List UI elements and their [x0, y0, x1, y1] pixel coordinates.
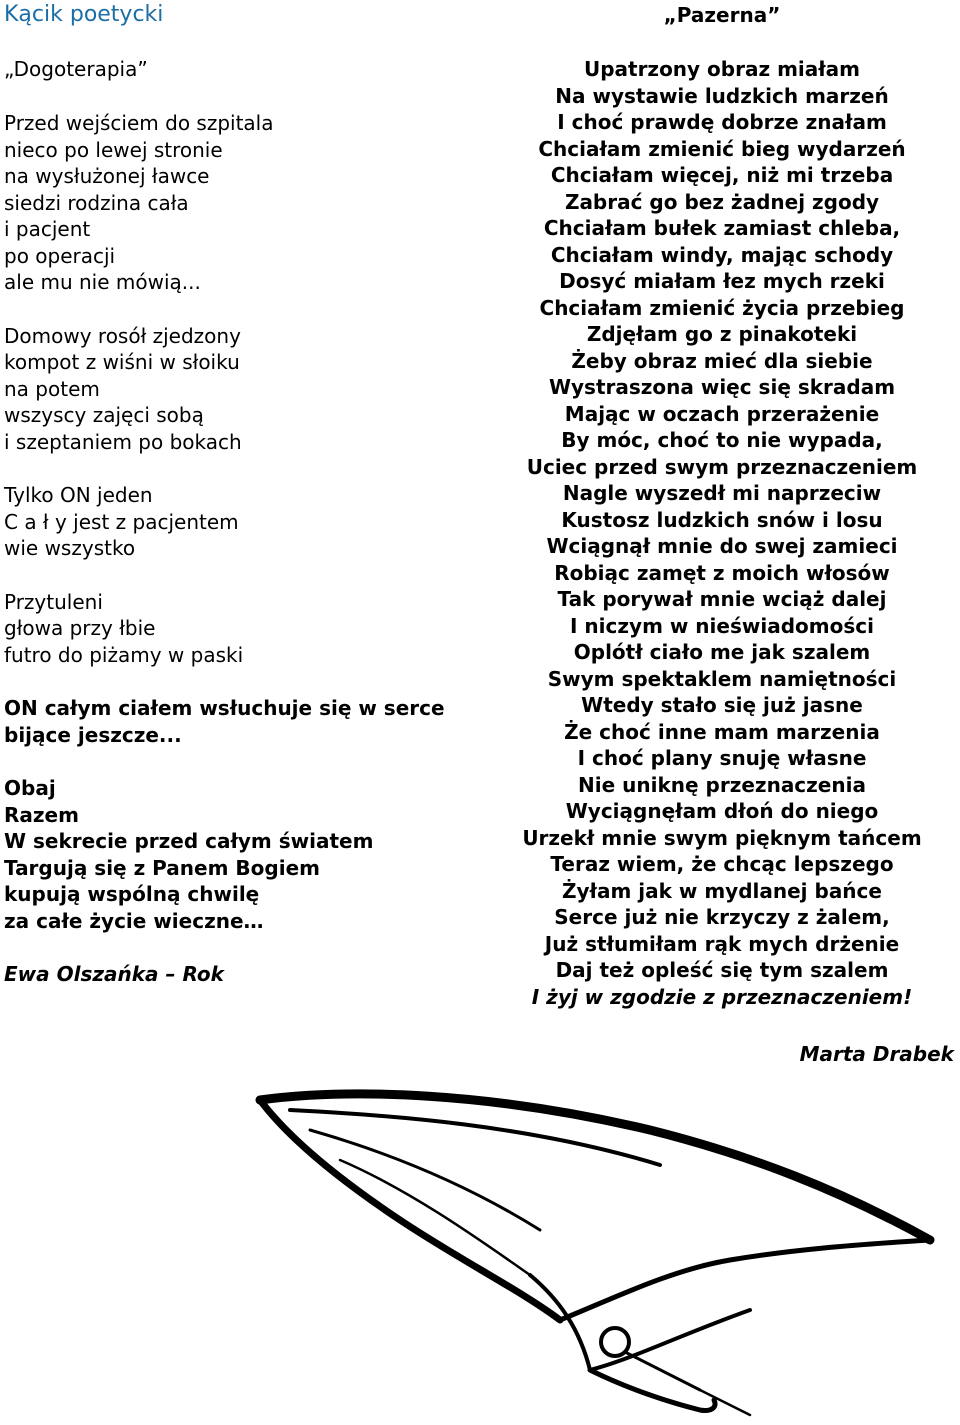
poem-line: ale mu nie mówią...: [4, 270, 201, 294]
stanza: [4, 589, 504, 669]
poem-line: Żyłam jak w mydlanej bańce: [562, 878, 882, 903]
stanza: [4, 110, 504, 296]
poem-left-title: „Dogoterapia”: [4, 57, 148, 81]
poem-line: po operacji: [4, 243, 116, 268]
poem-line: Żeby obraz mieć dla siebie: [571, 348, 873, 373]
poem-line: Urzekł mnie swym pięknym tańcem: [522, 825, 922, 850]
poem-right-title: „Pazerna”: [663, 3, 781, 27]
poem-line: Teraz wiem, że chcąc lepszego: [550, 852, 894, 876]
poem-line: Oplótł ciało me jak szalem: [573, 640, 871, 664]
poem-line: Serce już nie krzyczy z żalem,: [554, 905, 890, 929]
poem-line: Chciałam bułek zamiast chleba,: [543, 216, 901, 240]
poem-line: siedzi rodzina cała: [4, 190, 189, 215]
poem-line: Nagle wyszedł mi naprzeciw: [562, 481, 882, 505]
stanza: [4, 695, 504, 748]
poem-line: za całe życie wieczne…: [4, 908, 264, 933]
poem-line: Domowy rosół zjedzony: [4, 323, 241, 348]
poem-line: i pacjent: [4, 217, 91, 241]
poem-line: Swym spektaklem namiętności: [547, 666, 897, 691]
poem-line: na potem: [4, 376, 100, 401]
poem-line: Zdjęłam go z pinakoteki: [586, 322, 858, 346]
poem-line: I choć plany snuję własne: [577, 746, 867, 770]
poem-line: Uciec przed swym przeznaczeniem: [526, 454, 918, 479]
poem-line: Robiąc zamęt z moich włosów: [554, 560, 890, 585]
poem-line: Razem: [4, 802, 79, 827]
poem-right-author: Marta Drabek: [799, 1042, 954, 1066]
poem-line: Chciałam więcej, niż mi trzeba: [550, 163, 894, 187]
poem-line: Kustosz ludzkich snów i losu: [561, 507, 883, 532]
poem-left: [4, 56, 504, 987]
poem-line: Mając w oczach przerażenie: [564, 401, 880, 426]
poem-line: C a ł y jest z pacjentem: [4, 509, 239, 534]
poem-line: Chciałam zmienić życia przebieg: [539, 295, 905, 320]
poem-line: na wysłużonej ławce: [4, 164, 210, 188]
fountain-pen-nib-icon: [230, 1070, 960, 1425]
poem-line: I niczym w nieświadomości: [570, 613, 874, 638]
poem-left-author: Ewa Olszańka – Rok: [4, 962, 224, 986]
poem-line: Targują się z Panem Bogiem: [4, 855, 320, 880]
stanza: [4, 482, 504, 562]
poem-line: Tak porywał mnie wciąż dalej: [557, 587, 887, 611]
poem-line: futro do piżamy w paski: [4, 642, 244, 667]
poem-line: kupują wspólną chwilę: [4, 882, 260, 906]
poem-line: Przytuleni: [4, 589, 103, 614]
poem-line: Na wystawie ludzkich marzeń: [555, 83, 889, 108]
poem-line: Wyciągnęłam dłoń do niego: [565, 799, 879, 823]
poem-line: Że choć inne mam marzenia: [564, 719, 880, 744]
poem-line: bijące jeszcze...: [4, 722, 182, 747]
poem-left-stanzas: [4, 110, 504, 934]
poem-line: I choć prawdę dobrze znałam: [557, 110, 887, 134]
poem-line: Zabrać go bez żadnej zgody: [564, 189, 880, 214]
poem-line: Przed wejściem do szpitala: [4, 111, 274, 135]
poem-right-lines: [488, 56, 956, 1010]
poem-line: Upatrzony obraz miałam: [583, 57, 861, 81]
stanza: [4, 323, 504, 456]
poem-line: Chciałam zmienić bieg wydarzeń: [538, 136, 906, 161]
poem-line: Obaj: [4, 776, 56, 800]
poem-line: Wciągnął mnie do swej zamieci: [546, 534, 898, 558]
section-title: Kącik poetycki: [4, 2, 164, 27]
poem-line: i szeptaniem po bokach: [4, 429, 242, 454]
poem-line: Wtedy stało się już jasne: [581, 693, 863, 717]
poem-line: ON całym ciałem wsłuchuje się w serce: [4, 696, 445, 720]
poem-line: Nie uniknę przeznaczenia: [578, 772, 866, 797]
poem-line: Wystraszona więc się skradam: [548, 375, 896, 399]
poem-line: By móc, choć to nie wypada,: [561, 428, 883, 452]
poem-line: głowa przy łbie: [4, 616, 156, 640]
poem-line: I żyj w zgodzie z przeznaczeniem!: [531, 984, 913, 1009]
poem-line: kompot z wiśni w słoiku: [4, 350, 240, 374]
poem-line: Daj też opleść się tym szalem: [555, 958, 889, 982]
poem-line: wszyscy zajęci sobą: [4, 403, 204, 427]
poem-line: Chciałam windy, mając schody: [550, 242, 894, 267]
poem-line: wie wszystko: [4, 536, 136, 560]
stanza: [4, 775, 504, 934]
poem-right: [488, 2, 956, 1066]
poem-line: nieco po lewej stronie: [4, 137, 223, 162]
poem-line: W sekrecie przed całym światem: [4, 829, 374, 853]
poem-line: Tylko ON jeden: [4, 483, 153, 507]
poem-line: Już stłumiłam rąk mych drżenie: [544, 931, 900, 956]
poem-line: Dosyć miałam łez mych rzeki: [559, 269, 885, 293]
